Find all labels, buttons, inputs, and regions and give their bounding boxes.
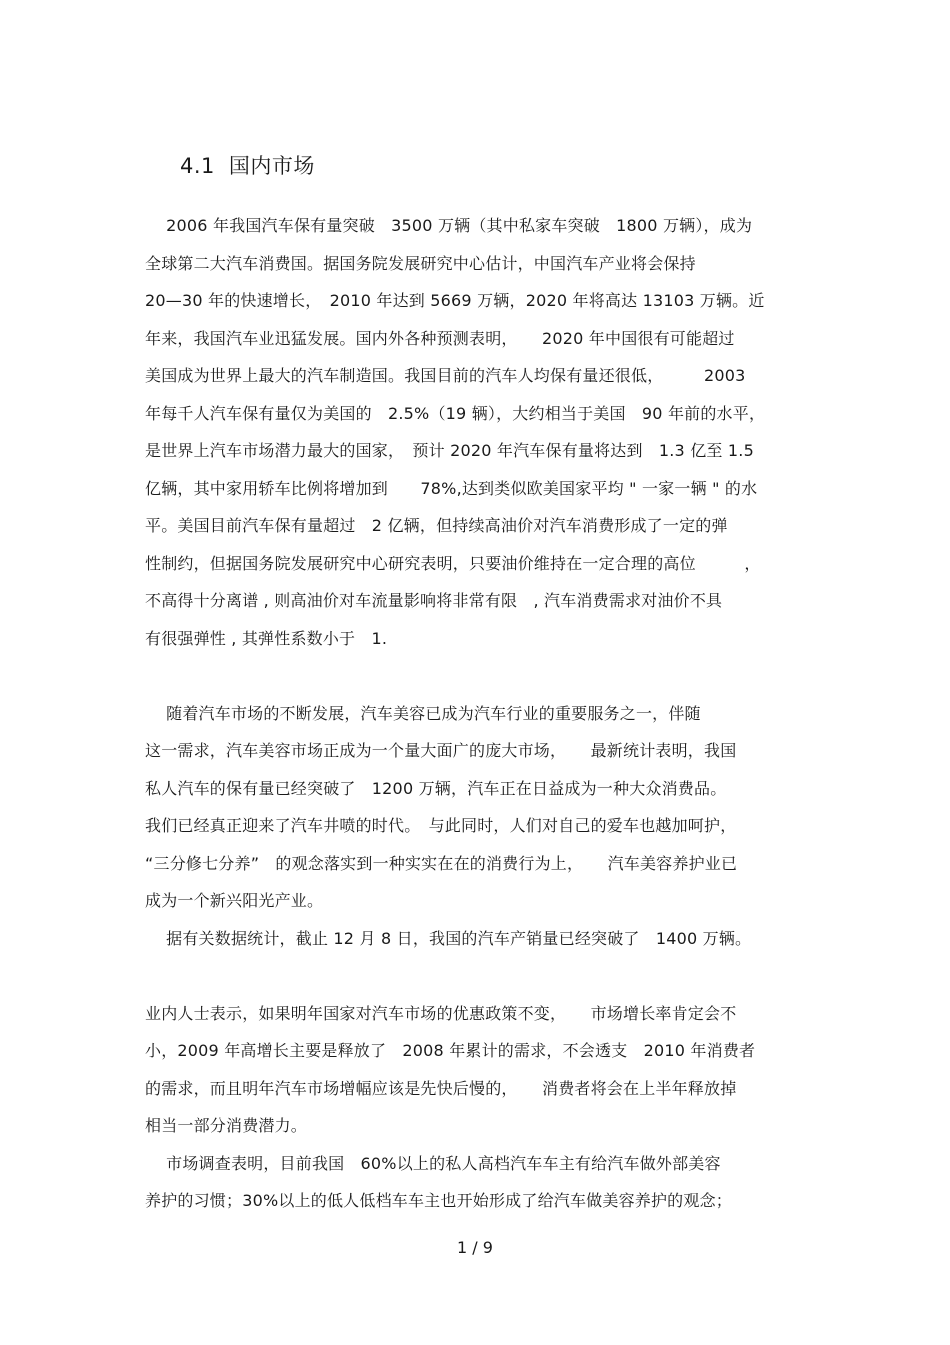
section-title: 国内市场 [228, 154, 315, 178]
paragraph-line: 市场调查表明，目前我国 60%以上的私人高档汽车车主有给汽车做外部美容 [145, 1154, 721, 1173]
paragraph-line: 是世界上汽车市场潜力最大的国家， 预计 2020 年汽车保有量将达到 1.3 亿至 1.5 [145, 441, 754, 460]
paragraph-line: 2006 年我国汽车保有量突破 3500 万辆（其中私家车突破 1800 万辆），成为 [145, 216, 753, 235]
paragraph-line: 全球第二大汽车消费国。据国务院发展研究中心估计，中国汽车产业将会保持 [145, 254, 696, 273]
paragraph-line: 养护的习惯；30%以上的低人低档车车主也开始形成了给汽车做美容养护的观念； [145, 1191, 732, 1210]
paragraph-line: 这一需求，汽车美容市场正成为一个量大面广的庞大市场， 最新统计表明，我国 [145, 741, 737, 760]
paragraph-line: 私人汽车的保有量已经突破了 1200 万辆，汽车正在日益成为一种大众消费品。 [145, 779, 727, 798]
paragraph-line: 成为一个新兴阳光产业。 [145, 891, 324, 910]
section-number: 4.1 [180, 154, 215, 178]
paragraph-line: 年每千人汽车保有量仅为美国的 2.5%（19 辆），大约相当于美国 90 年前的水平， [145, 404, 766, 423]
paragraph-line: 小，2009 年高增长主要是释放了 2008 年累计的需求，不会透支 2010 年消费者 [145, 1041, 756, 1060]
paragraph-line: 不高得十分离谱 , 则高油价对车流量影响将非常有限 , 汽车消费需求对油价不具 [145, 591, 723, 610]
paragraph-line: 年来，我国汽车业迅猛发展。国内外各种预测表明， 2020 年中国很有可能超过 [145, 329, 735, 348]
page-number: 1 / 9 [457, 1238, 493, 1257]
paragraph-line: 业内人士表示，如果明年国家对汽车市场的优惠政策不变， 市场增长率肯定会不 [145, 1004, 737, 1023]
paragraph-line: 的需求，而且明年汽车市场增幅应该是先快后慢的， 消费者将会在上半年释放掉 [145, 1079, 737, 1098]
paragraph-line: 我们已经真正迎来了汽车井喷的时代。 与此同时，人们对自己的爱车也越加呵护， [145, 816, 737, 835]
paragraph-line: 相当一部分消费潜力。 [145, 1116, 308, 1135]
paragraph-line: 随着汽车市场的不断发展，汽车美容已成为汽车行业的重要服务之一，伴随 [145, 704, 701, 723]
paragraph-line: “三分修七分养” 的观念落实到一种实实在在的消费行为上， 汽车美容养护业已 [145, 854, 738, 873]
paragraph-line: 20—30 年的快速增长， 2010 年达到 5669 万辆，2020 年将高达 13103 万辆。近 [145, 291, 765, 310]
paragraph-line: 有很强弹性 , 其弹性系数小于 1. [145, 629, 388, 648]
section-heading [180, 150, 315, 180]
paragraph-line: 美国成为世界上最大的汽车制造国。我国目前的汽车人均保有量还很低， 2003 [145, 366, 746, 385]
paragraph-line: 据有关数据统计，截止 12 月 8 日，我国的汽车产销量已经突破了 1400 万辆。 [145, 929, 752, 948]
paragraph-line: 亿辆，其中家用轿车比例将增加到 78%,达到类似欧美国家平均 " 一家一辆 " 的水 [145, 479, 758, 498]
paragraph-line: 平。美国目前汽车保有量超过 2 亿辆，但持续高油价对汽车消费形成了一定的弹 [145, 516, 728, 535]
paragraph-line: 性制约，但据国务院发展研究中心研究表明，只要油价维持在一定合理的高位 ， [145, 554, 761, 573]
